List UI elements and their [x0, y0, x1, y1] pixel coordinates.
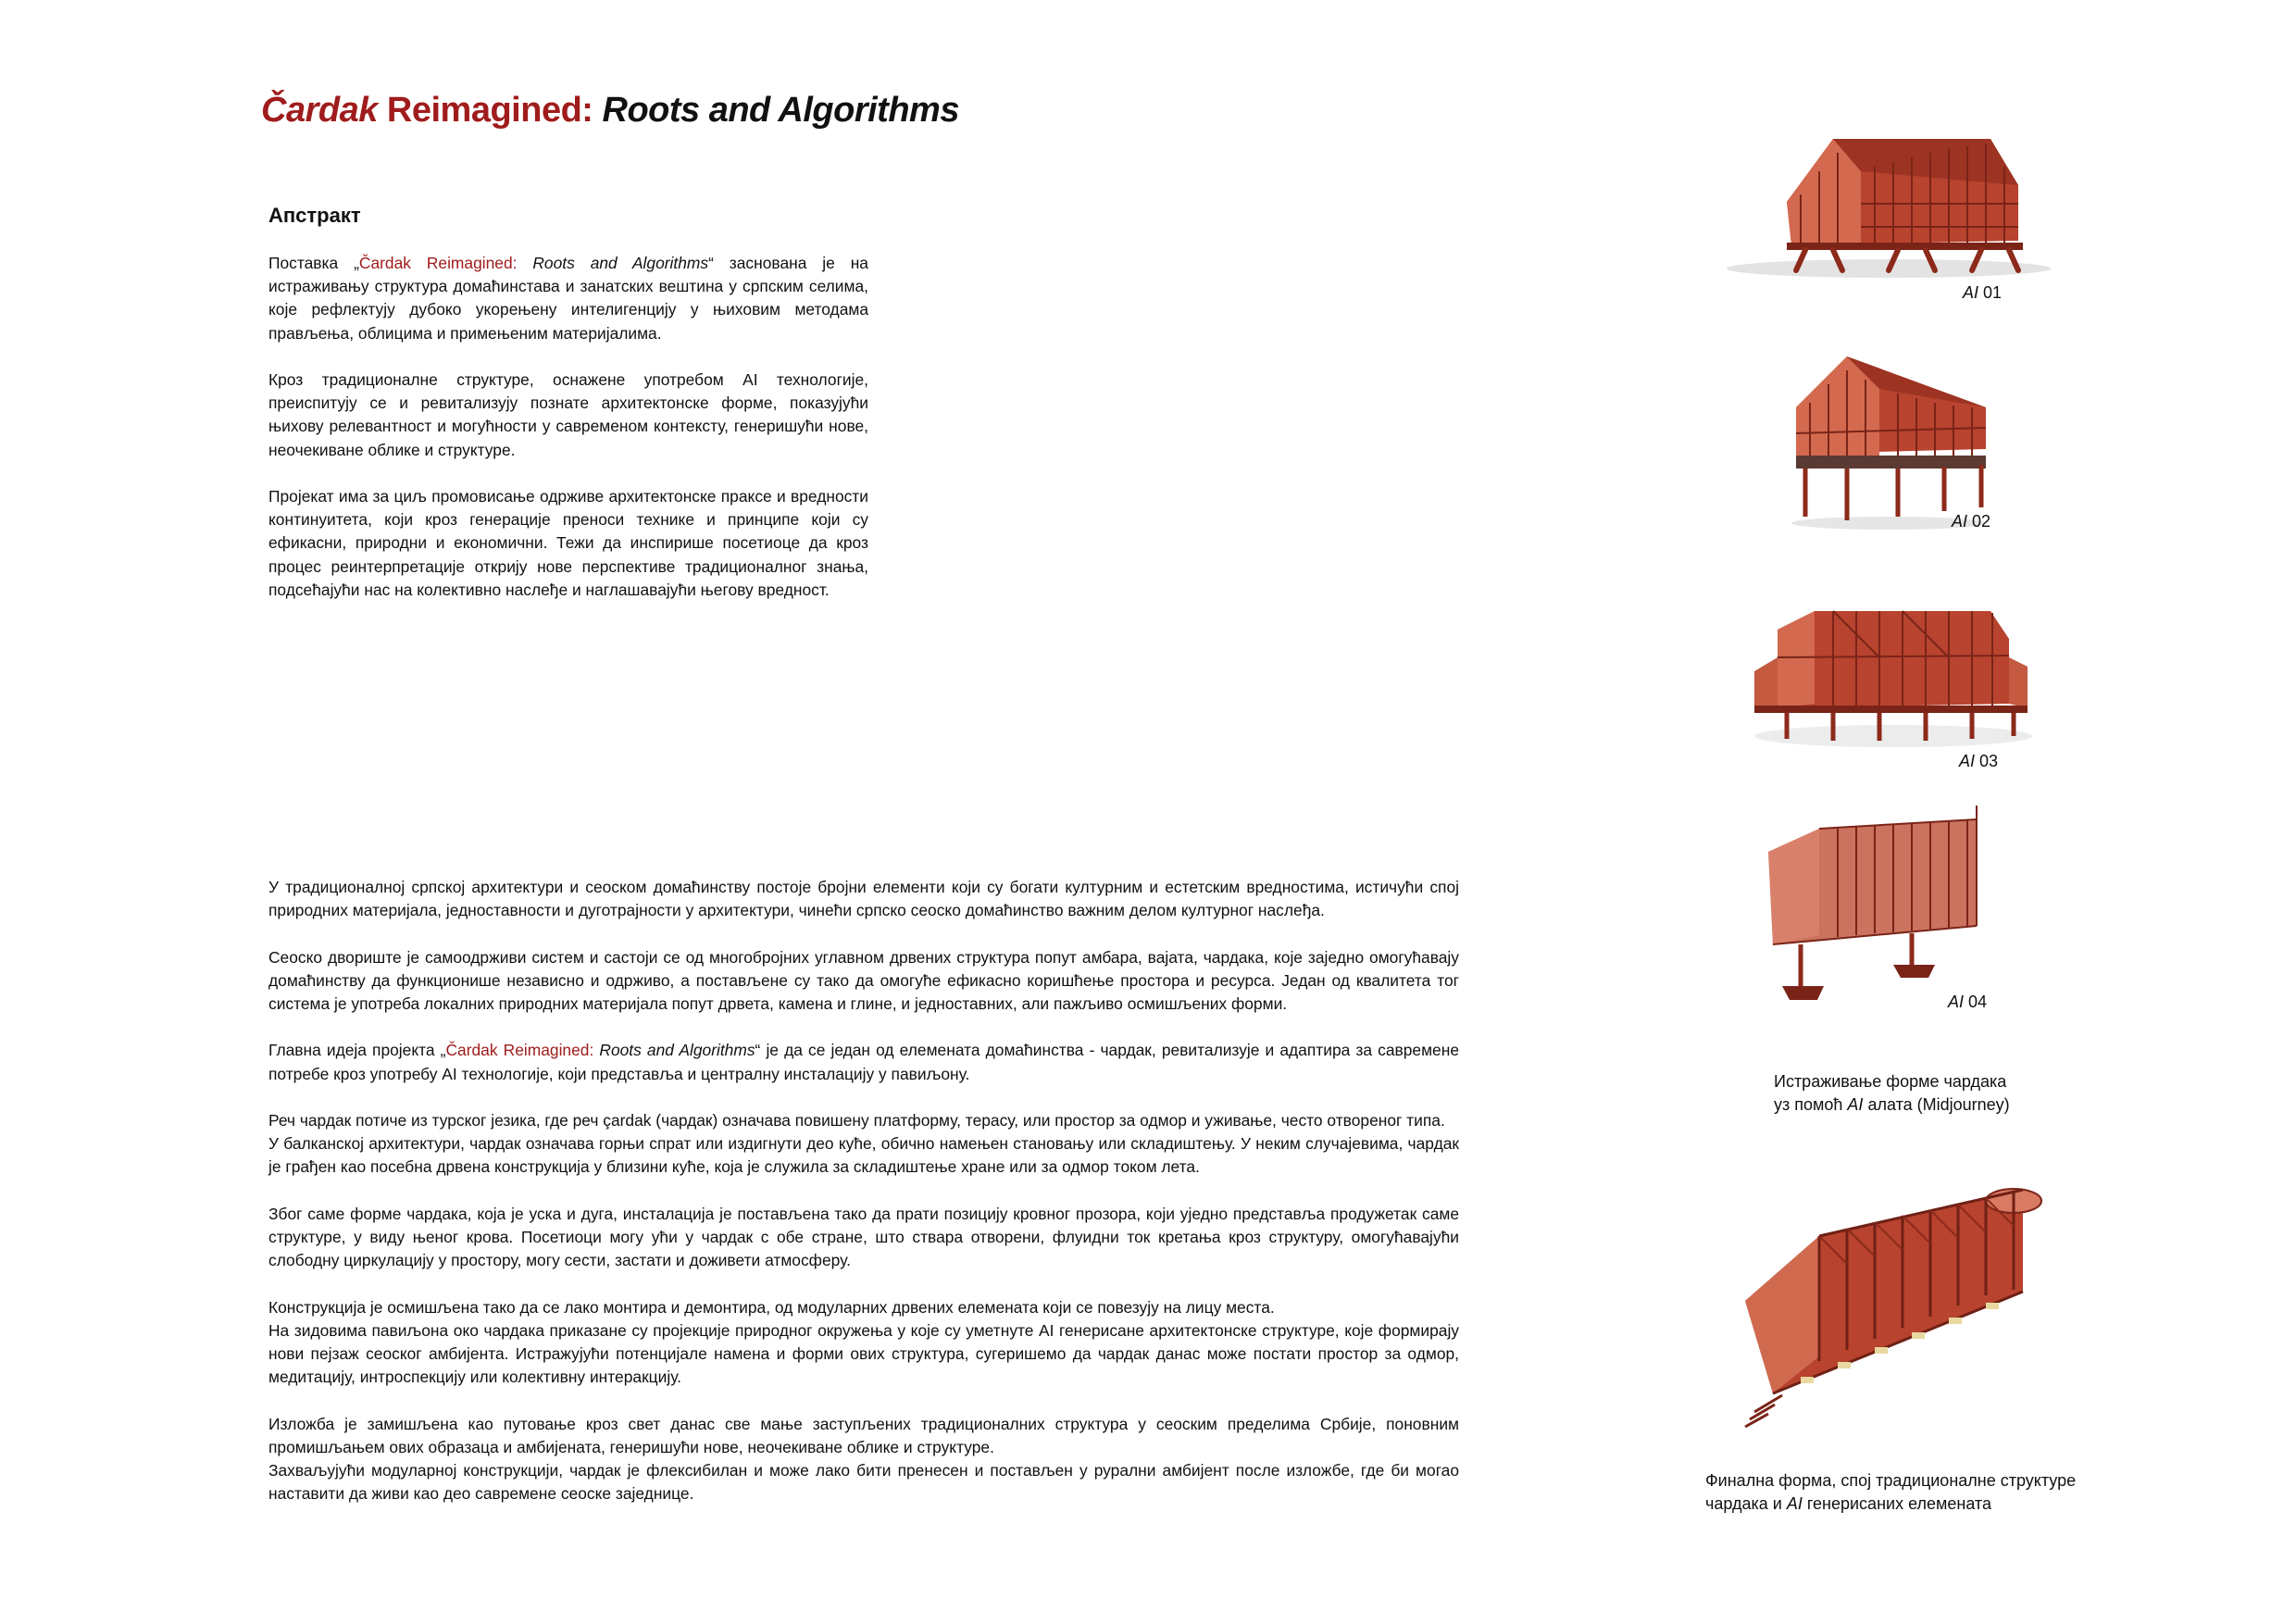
ai-render-02-image — [1778, 352, 2000, 537]
ai-label-01: AI 01 — [1963, 283, 2003, 302]
ai-label-03: AI 03 — [1959, 752, 1999, 770]
ai-render-03-image — [1750, 602, 2032, 755]
final-form-caption: Финална форма, спој традиционалне структуре чардака и AI генерисаних елемената — [1705, 1471, 2077, 1513]
ai-study-caption: Истраживање форме чардака уз помоћ AI алата (Midjourney) — [1774, 1072, 2010, 1114]
title-subtitle: Roots and Algorithms — [602, 91, 959, 130]
ai-label-02: AI 02 — [1952, 512, 1991, 531]
ai-render-04-image — [1754, 806, 1995, 1014]
abstract-paragraph: Пројекат има за циљ промовисање одрживе архитектонске праксе и вредности континуитета, који кроз генерације преноси технике и принципе који су ефикасни, природни и економични. Тежи да инспирише посетиоце да кроз процес реинтерпретације открију нове перспективе традиционалног знања, подсећајући нас на колективно наслеђе и наглашавајући његову вредност. — [268, 487, 868, 599]
body-paragraph: Реч чардак потиче из турског језика, где реч çardak (чардак) означава повишену платформу, терасу, или простор за одмор и уживање, често отвореног типа. У балканској архитектури, чардак означава горњи спрат или издигнути део куће, обично намењен становању или складиштењу. У неким случајевима, чардак је грађен као посебна дрвена конструкција у близини куће, која је служила за складиштење хране или за одмор током лета. — [268, 1110, 1459, 1177]
abstract-text — [268, 252, 868, 625]
abstract-paragraph: Кроз традиционалне структуре, оснажене употребом AI технологије, преиспитују се и ревитализују познате архитектонске форме, показујући њихову релевантност и могућности у савременом контексту, генеришући нове, неочекиване облике и структуре. — [268, 370, 868, 459]
ai-render-01-image — [1703, 130, 2055, 287]
abstract-heading: Апстракт — [268, 204, 361, 227]
final-form-render-image — [1717, 1181, 2051, 1444]
body-paragraph: У традиционалној српској архитектури и сеоском домаћинству постоје бројни елементи који су богати културним и естетским вредностима, истичући спој природних материјала, једноставности и дуготрајности у архитектури, чинећи српско сеоско домаћинство важним делом културног наслеђа. — [268, 878, 1459, 920]
body-paragraph: Због саме форме чардака, која је уска и дуга, инсталација је постављена тако да прати позицију кровног прозора, који уједно представља продужетак саме структуре, у виду њеног крова. Посетиоци могу ући у чардак с обе стране, што ствара отворени, флуидни ток кретања кроз структуру, омогућавајући слободну циркулацију у простору, могу сести, застати и доживети атмосферу. — [268, 1204, 1459, 1270]
body-paragraph: Главна идеја пројекта „Čardak Reimagined: Roots and Algorithms“ је да се један од елемената домаћинства - чардак, ревитализује и адаптира за савремене потребе кроз употребу AI технологије, који представља и централну инсталацију у павиљону. — [268, 1041, 1459, 1083]
ai-label-04: AI 04 — [1948, 993, 1988, 1011]
body-paragraph: Сеоско двориште је самоодрживи систем и састоји се од многобројних углавном дрвених структура попут амбара, вајата, чардака, које заједно омогућавају домаћинству да функционише независно и одрживо, а постављене су тако да омогуће ефикасно коришћење простора и ресурса. Један од квалитета тог система је употреба локалних природних материјала попут дрвета, камена и глине, и једноставних, али пажљиво осмишљених форми. — [268, 947, 1459, 1013]
abstract-paragraph: Поставка „Čardak Reimagined: Roots and Algorithms“ заснована је на истраживању структура домаћинстава и занатских вештина у српским селима, које рефлектују дубоко укорењену интелигенцију у њиховим методама прављења, облицима и примењеним материјалима. — [268, 254, 868, 343]
body-paragraph: Конструкција је осмишљена тако да се лако монтира и демонтира, од модуларних дрвених елемената који се повезују на лицу места. На зидовима павиљона око чардака приказане су пројекције природног окружења у које су уметнуте AI генерисане архитектонске структуре, које формирају нови пејзаж сеоског амбијента. Истражујући потенцијале намена и форми ових структура, сугеришемо да чардак данас може постати простор за одмор, медитацију, интроспекцију или колективну интеракцију. — [268, 1297, 1459, 1387]
body-text — [268, 876, 1459, 1530]
title-cardak: Čardak Reimagined: — [261, 91, 603, 130]
body-paragraph: Изложба је замишљена као путовање кроз свет данас све мање заступљених традиционалних структура у сеоским пределима Србије, поновним промишљањем ових образаца и амбијената, генеришући нове, неочекиване облике и структуре. Захваљујући модуларној конструкцији, чардак је флексибилан и може лако бити пренесен и постављен у рурални амбијент после изложбе, где би могао наставити да живи као део савремене сеоске заједнице. — [268, 1414, 1459, 1504]
page-title — [261, 91, 959, 131]
